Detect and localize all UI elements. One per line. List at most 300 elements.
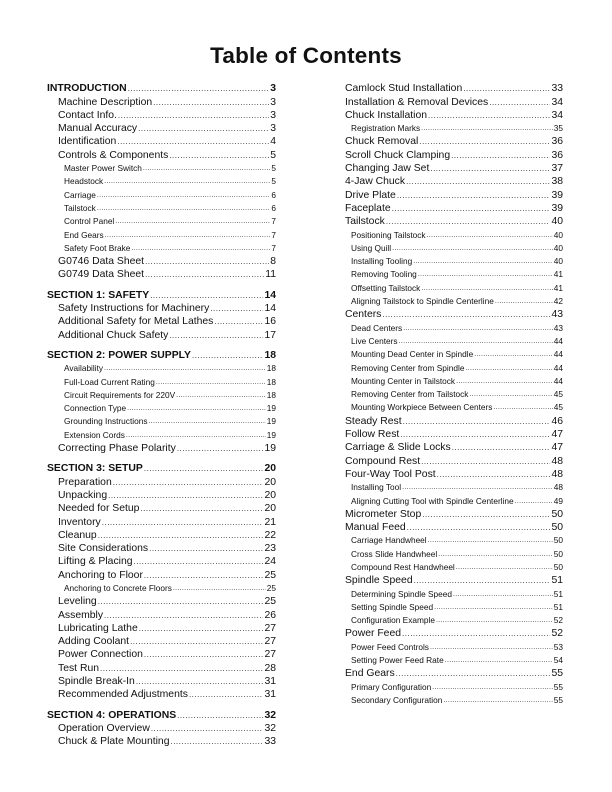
dot-leader bbox=[115, 215, 270, 228]
toc-entry-title: Power Feed Controls bbox=[351, 641, 429, 652]
toc-page-number: 52 bbox=[551, 628, 563, 640]
toc-entry-title: Anchoring to Floor bbox=[58, 569, 143, 581]
toc-entry-title: Master Power Switch bbox=[64, 163, 142, 174]
toc-entry-title: Lifting & Placing bbox=[58, 556, 133, 568]
toc-entry-title: 4-Jaw Chuck bbox=[345, 176, 406, 188]
toc-entry bbox=[47, 555, 276, 568]
toc-entry-title: Additional Chuck Safety bbox=[58, 329, 169, 341]
toc-page-number: 55 bbox=[553, 694, 563, 705]
dot-leader bbox=[170, 735, 263, 748]
dot-leader bbox=[430, 162, 550, 175]
toc-page-number: 54 bbox=[553, 655, 563, 666]
toc-entry bbox=[47, 375, 276, 388]
dot-leader bbox=[134, 555, 264, 568]
toc-page-number: 48 bbox=[553, 482, 563, 493]
toc-entry bbox=[47, 122, 276, 135]
toc-page-number: 37 bbox=[551, 163, 563, 175]
toc-entry bbox=[47, 661, 276, 674]
dot-leader bbox=[406, 175, 550, 188]
dot-leader bbox=[118, 109, 269, 122]
toc-page-number: 40 bbox=[553, 242, 563, 253]
toc-entry-title: Tailstock bbox=[345, 216, 385, 228]
toc-page-number: 25 bbox=[266, 582, 276, 593]
toc-entry-title: Spindle Speed bbox=[345, 575, 413, 587]
toc-entry bbox=[47, 415, 276, 428]
toc-page-number: 41 bbox=[553, 269, 563, 280]
dot-leader bbox=[177, 442, 264, 455]
toc-page-number: 38 bbox=[551, 176, 563, 188]
dot-leader bbox=[422, 508, 550, 521]
dot-leader bbox=[97, 189, 271, 202]
toc-page-number: 27 bbox=[264, 622, 276, 634]
toc-entry bbox=[334, 454, 563, 467]
toc-entry-title: Installing Tool bbox=[351, 482, 402, 493]
toc-page-number: 19 bbox=[264, 443, 276, 455]
dot-leader bbox=[104, 362, 266, 375]
toc-entry bbox=[47, 722, 276, 735]
toc-entry-title: Drive Plate bbox=[345, 189, 396, 201]
toc-page-number: 33 bbox=[264, 736, 276, 748]
dot-leader bbox=[515, 495, 553, 508]
toc-page-number: 16 bbox=[264, 316, 276, 328]
toc-entry-title: Setting Power Feed Rate bbox=[351, 655, 444, 666]
toc-entry bbox=[334, 109, 563, 122]
dot-leader bbox=[453, 588, 553, 601]
toc-entry bbox=[47, 202, 276, 215]
dot-leader bbox=[150, 289, 263, 302]
dot-leader bbox=[214, 315, 263, 328]
dot-leader bbox=[176, 389, 266, 402]
toc-entry-title: Centers bbox=[345, 309, 382, 321]
toc-entry-title: Faceplate bbox=[345, 202, 391, 214]
toc-entry-title: Setting Spindle Speed bbox=[351, 601, 434, 612]
dot-leader bbox=[104, 175, 270, 188]
toc-entry-title: Safety Instructions for Machinery bbox=[58, 303, 210, 315]
toc-entry bbox=[334, 654, 563, 667]
toc-entry-title: Steady Rest bbox=[345, 415, 402, 427]
toc-entry-title: Headstock bbox=[64, 176, 104, 187]
toc-page-number: 50 bbox=[551, 522, 563, 534]
toc-entry-title: Lubricating Lathe bbox=[58, 622, 138, 634]
dot-leader bbox=[127, 402, 266, 415]
toc-entry bbox=[334, 148, 563, 161]
toc-entry bbox=[47, 215, 276, 228]
toc-entry bbox=[334, 401, 563, 414]
dot-leader bbox=[397, 189, 551, 202]
toc-page-number: 39 bbox=[551, 189, 563, 201]
toc-entry-title: Machine Description bbox=[58, 96, 153, 108]
dot-leader bbox=[117, 135, 269, 148]
toc-entry bbox=[334, 587, 563, 600]
toc-entry-title: Spindle Break-In bbox=[58, 676, 135, 688]
toc-page-number: 47 bbox=[551, 429, 563, 441]
toc-page-number: 39 bbox=[551, 202, 563, 214]
toc-page-number: 7 bbox=[271, 242, 276, 253]
dot-leader bbox=[400, 428, 550, 441]
toc-entry bbox=[334, 215, 563, 228]
toc-entry bbox=[47, 688, 276, 701]
dot-leader bbox=[399, 335, 553, 348]
toc-entry bbox=[334, 601, 563, 614]
toc-entry bbox=[47, 489, 276, 502]
dot-leader bbox=[126, 429, 266, 442]
toc-entry-title: Carriage Handwheel bbox=[351, 535, 427, 546]
toc-page-number: 53 bbox=[553, 641, 563, 652]
toc-entry bbox=[334, 268, 563, 281]
toc-page-number: 14 bbox=[264, 303, 276, 315]
toc-entry bbox=[47, 648, 276, 661]
toc-entry-title: Installation & Removal Devices bbox=[345, 96, 489, 108]
toc-page-number: 42 bbox=[553, 296, 563, 307]
toc-page-number: 5 bbox=[271, 176, 276, 187]
dot-leader bbox=[145, 268, 264, 281]
dot-leader bbox=[148, 415, 265, 428]
toc-entry-title: Assembly bbox=[58, 609, 104, 621]
toc-entry-title: Leveling bbox=[58, 596, 97, 608]
toc-entry bbox=[47, 622, 276, 635]
toc-page-number: 20 bbox=[264, 476, 276, 488]
toc-entry bbox=[334, 348, 563, 361]
toc-entry-title: Positioning Tailstock bbox=[351, 229, 426, 240]
toc-entry-title: Inventory bbox=[58, 516, 101, 528]
toc-entry-title: Contact Info. bbox=[58, 109, 117, 121]
toc-page-number: 26 bbox=[264, 609, 276, 621]
toc-entry-title: Circuit Requirements for 220V bbox=[64, 389, 176, 400]
dot-leader bbox=[108, 489, 263, 502]
dot-leader bbox=[97, 202, 271, 215]
toc-section-heading bbox=[47, 82, 276, 95]
toc-entry-title: Manual Accuracy bbox=[58, 123, 138, 135]
toc-entry bbox=[47, 362, 276, 375]
toc-entry bbox=[47, 95, 276, 108]
dot-leader bbox=[130, 635, 263, 648]
dot-leader bbox=[463, 82, 550, 95]
dot-leader bbox=[144, 462, 264, 475]
toc-entry bbox=[334, 481, 563, 494]
toc-entry-title: Chuck Installation bbox=[345, 109, 428, 121]
toc-entry bbox=[47, 542, 276, 555]
toc-entry bbox=[334, 521, 563, 534]
toc-entry bbox=[334, 388, 563, 401]
toc-entry-title: Compound Rest bbox=[345, 455, 421, 467]
toc-entry-title: Removing Center from Tailstock bbox=[351, 389, 469, 400]
toc-page-number: 50 bbox=[551, 508, 563, 520]
toc-page-number: 43 bbox=[553, 322, 563, 333]
dot-leader bbox=[402, 627, 550, 640]
dot-leader bbox=[407, 521, 551, 534]
toc-page-number: 32 bbox=[264, 722, 276, 734]
dot-leader bbox=[113, 476, 264, 489]
toc-entry-title: Chuck & Plate Mounting bbox=[58, 736, 170, 748]
toc-entry bbox=[334, 441, 563, 454]
toc-entry bbox=[334, 335, 563, 348]
toc-entry bbox=[334, 468, 563, 481]
dot-leader bbox=[443, 694, 552, 707]
toc-entry bbox=[334, 188, 563, 201]
toc-entry-title: Dead Centers bbox=[351, 322, 403, 333]
toc-page-number: 17 bbox=[264, 329, 276, 341]
dot-leader bbox=[493, 401, 552, 414]
toc-entry-title: Additional Safety for Metal Lathes bbox=[58, 316, 214, 328]
toc-entry-title: Four-Way Tool Post bbox=[345, 468, 436, 480]
dot-leader bbox=[136, 675, 264, 688]
toc-entry bbox=[47, 635, 276, 648]
dot-leader bbox=[189, 688, 263, 701]
toc-entry-title: Live Centers bbox=[351, 335, 398, 346]
dot-leader bbox=[210, 302, 263, 315]
toc-entry bbox=[334, 361, 563, 374]
toc-entry bbox=[334, 308, 563, 321]
toc-entry bbox=[334, 640, 563, 653]
dot-leader bbox=[428, 109, 550, 122]
toc-page-number: 40 bbox=[553, 256, 563, 267]
dot-leader bbox=[104, 609, 263, 622]
toc-page-number: 8 bbox=[270, 256, 276, 268]
toc-entry-title: Anchoring to Concrete Floors bbox=[64, 582, 172, 593]
dot-leader bbox=[102, 516, 264, 529]
toc-page-number: 14 bbox=[264, 289, 276, 301]
dot-leader bbox=[403, 322, 553, 335]
toc-entry bbox=[334, 95, 563, 108]
dot-leader bbox=[144, 648, 264, 661]
dot-leader bbox=[430, 641, 553, 654]
toc-page-number: 52 bbox=[553, 615, 563, 626]
toc-entry-title: Installing Tooling bbox=[351, 256, 413, 267]
dot-leader bbox=[169, 329, 263, 342]
dot-leader bbox=[465, 362, 552, 375]
toc-section-heading bbox=[47, 462, 276, 475]
toc-entry bbox=[47, 582, 276, 595]
toc-page-number: 31 bbox=[264, 689, 276, 701]
toc-entry-title: Connection Type bbox=[64, 403, 127, 414]
toc-entry bbox=[334, 135, 563, 148]
toc-entry bbox=[334, 321, 563, 334]
toc-entry bbox=[47, 188, 276, 201]
toc-page-number: 43 bbox=[551, 309, 563, 321]
toc-entry-title: Cleanup bbox=[58, 529, 97, 541]
toc-page-number: 19 bbox=[266, 403, 276, 414]
dot-leader bbox=[156, 376, 266, 389]
dot-leader bbox=[192, 349, 263, 362]
toc-entry-title: SECTION 4: OPERATIONS bbox=[47, 709, 177, 721]
toc-entry bbox=[47, 529, 276, 542]
toc-page-number: 5 bbox=[270, 149, 276, 161]
toc-page-number: 36 bbox=[551, 136, 563, 148]
toc-page-number: 6 bbox=[271, 202, 276, 213]
dot-leader bbox=[145, 255, 269, 268]
toc-page-number: 45 bbox=[553, 402, 563, 413]
toc-entry-title: Removing Center from Spindle bbox=[351, 362, 465, 373]
dot-leader bbox=[139, 622, 264, 635]
toc-entry bbox=[47, 608, 276, 621]
toc-entry-title: Follow Rest bbox=[345, 429, 400, 441]
toc-entry-title: Preparation bbox=[58, 476, 112, 488]
toc-entry-title: Recommended Adjustments bbox=[58, 689, 188, 701]
toc-page-number: 3 bbox=[270, 83, 276, 95]
toc-entry bbox=[334, 414, 563, 427]
toc-page-number: 32 bbox=[264, 709, 276, 721]
toc-page-number: 40 bbox=[553, 229, 563, 240]
toc-entry bbox=[334, 547, 563, 560]
dot-leader bbox=[421, 122, 553, 135]
dot-leader bbox=[418, 268, 553, 281]
toc-page-number: 44 bbox=[553, 362, 563, 373]
toc-page-number: 44 bbox=[553, 349, 563, 360]
toc-page-number: 51 bbox=[551, 575, 563, 587]
toc-entry bbox=[334, 242, 563, 255]
dot-leader bbox=[489, 96, 550, 109]
toc-entry-title: INTRODUCTION bbox=[47, 83, 127, 95]
toc-page-number: 34 bbox=[551, 96, 563, 108]
toc-page-number: 11 bbox=[265, 269, 276, 281]
dot-leader bbox=[414, 574, 551, 587]
toc-entry bbox=[47, 175, 276, 188]
toc-entry-title: Cross Slide Handwheel bbox=[351, 548, 438, 559]
toc-page-number: 48 bbox=[551, 455, 563, 467]
toc-entry bbox=[334, 534, 563, 547]
dot-leader bbox=[98, 529, 264, 542]
toc-entry-title: Mounting Dead Center in Spindle bbox=[351, 349, 474, 360]
toc-page-number: 33 bbox=[551, 83, 563, 95]
toc-entry bbox=[47, 675, 276, 688]
toc-entry bbox=[47, 268, 276, 281]
toc-page-number: 22 bbox=[264, 529, 276, 541]
toc-entry bbox=[334, 494, 563, 507]
dot-leader bbox=[153, 96, 269, 109]
dot-leader bbox=[451, 149, 550, 162]
toc-entry bbox=[47, 162, 276, 175]
toc-entry-title: Full-Load Current Rating bbox=[64, 376, 155, 387]
toc-entry-title: Determining Spindle Speed bbox=[351, 588, 453, 599]
toc-entry-title: Micrometer Stop bbox=[345, 508, 422, 520]
dot-leader bbox=[138, 122, 269, 135]
toc-page-number: 35 bbox=[553, 123, 563, 134]
toc-entry bbox=[47, 502, 276, 515]
toc-entry-title: G0749 Data Sheet bbox=[58, 269, 145, 281]
toc-page-number: 36 bbox=[551, 149, 563, 161]
toc-entry bbox=[47, 568, 276, 581]
toc-page-number: 51 bbox=[553, 601, 563, 612]
dot-leader bbox=[445, 654, 553, 667]
dot-leader bbox=[131, 242, 270, 255]
toc-page-number: 46 bbox=[551, 415, 563, 427]
toc-entry-title: Tailstock bbox=[64, 202, 96, 213]
toc-entry bbox=[334, 281, 563, 294]
toc-page-number: 27 bbox=[264, 649, 276, 661]
toc-entry-title: Offsetting Tailstock bbox=[351, 282, 421, 293]
dot-leader bbox=[438, 548, 553, 561]
dot-leader bbox=[456, 375, 553, 388]
dot-leader bbox=[428, 534, 553, 547]
toc-page-number: 50 bbox=[553, 548, 563, 559]
toc-page-number: 20 bbox=[264, 489, 276, 501]
toc-page-number: 51 bbox=[553, 588, 563, 599]
dot-leader bbox=[469, 388, 552, 401]
toc-page-number: 34 bbox=[551, 109, 563, 121]
toc-entry-title: Operation Overview bbox=[58, 722, 150, 734]
toc-page-number: 20 bbox=[264, 463, 276, 475]
toc-entry bbox=[47, 428, 276, 441]
toc-entry bbox=[334, 122, 563, 135]
toc-entry-title: Control Panel bbox=[64, 216, 115, 227]
toc-entry bbox=[47, 402, 276, 415]
toc-page-number: 5 bbox=[271, 163, 276, 174]
dot-leader bbox=[382, 308, 550, 321]
toc-entry-title: Extension Cords bbox=[64, 429, 125, 440]
toc-page-number: 27 bbox=[264, 636, 276, 648]
toc-entry bbox=[47, 515, 276, 528]
dot-leader bbox=[151, 722, 264, 735]
toc-entry-title: Scroll Chuck Clamping bbox=[345, 149, 451, 161]
dot-leader bbox=[386, 215, 551, 228]
toc-entry-title: SECTION 2: POWER SUPPLY bbox=[47, 349, 191, 361]
toc-entry bbox=[334, 82, 563, 95]
toc-entry bbox=[334, 694, 563, 707]
toc-section-heading bbox=[47, 349, 276, 362]
dot-leader bbox=[98, 595, 264, 608]
toc-entry-title: Secondary Configuration bbox=[351, 694, 443, 705]
toc-entry-title: Changing Jaw Set bbox=[345, 163, 430, 175]
dot-leader bbox=[403, 415, 551, 428]
toc-page-number: 3 bbox=[270, 109, 276, 121]
toc-page-number: 18 bbox=[266, 363, 276, 374]
toc-entry bbox=[334, 428, 563, 441]
toc-page-number: 23 bbox=[264, 543, 276, 555]
toc-page-number: 40 bbox=[551, 216, 563, 228]
toc-entry bbox=[47, 148, 276, 161]
toc-page-number: 18 bbox=[264, 349, 276, 361]
toc-entry bbox=[334, 680, 563, 693]
dot-leader bbox=[436, 614, 553, 627]
toc-entry-title: Identification bbox=[58, 136, 117, 148]
toc-entry-title: Safety Foot Brake bbox=[64, 242, 131, 253]
dot-leader bbox=[421, 455, 550, 468]
toc-entry bbox=[47, 228, 276, 241]
toc-entry bbox=[334, 627, 563, 640]
toc-entry-title: Test Run bbox=[58, 662, 100, 674]
toc-entry-title: Unpacking bbox=[58, 489, 108, 501]
dot-leader bbox=[495, 295, 553, 308]
toc-entry bbox=[334, 162, 563, 175]
toc-entry-title: Carriage & Slide Locks bbox=[345, 442, 451, 454]
toc-entry bbox=[334, 175, 563, 188]
toc-entry bbox=[47, 255, 276, 268]
dot-leader bbox=[169, 149, 269, 162]
toc-page-number: 3 bbox=[270, 123, 276, 135]
toc-entry bbox=[334, 228, 563, 241]
toc-entry-title: Needed for Setup bbox=[58, 503, 140, 515]
toc-page-number: 20 bbox=[264, 503, 276, 515]
toc-page-number: 7 bbox=[271, 229, 276, 240]
toc-page-number: 44 bbox=[553, 335, 563, 346]
toc-entry-title: End Gears bbox=[345, 668, 395, 680]
toc-entry bbox=[47, 135, 276, 148]
toc-entry bbox=[334, 508, 563, 521]
toc-entry-title: Aligning Cutting Tool with Spindle Centerline bbox=[351, 495, 514, 506]
dot-leader bbox=[149, 542, 263, 555]
toc-entry bbox=[334, 574, 563, 587]
dot-leader bbox=[437, 468, 551, 481]
toc-entry-title: Correcting Phase Polarity bbox=[58, 443, 176, 455]
toc-entry-title: Mounting Center in Tailstock bbox=[351, 375, 456, 386]
toc-page-number: 25 bbox=[264, 569, 276, 581]
toc-entry bbox=[47, 328, 276, 341]
toc-entry bbox=[47, 735, 276, 748]
toc-page-number: 4 bbox=[270, 136, 276, 148]
dot-leader bbox=[128, 82, 270, 95]
toc-entry-title: Primary Configuration bbox=[351, 681, 432, 692]
toc-entry-title: Camlock Stud Installation bbox=[345, 83, 463, 95]
